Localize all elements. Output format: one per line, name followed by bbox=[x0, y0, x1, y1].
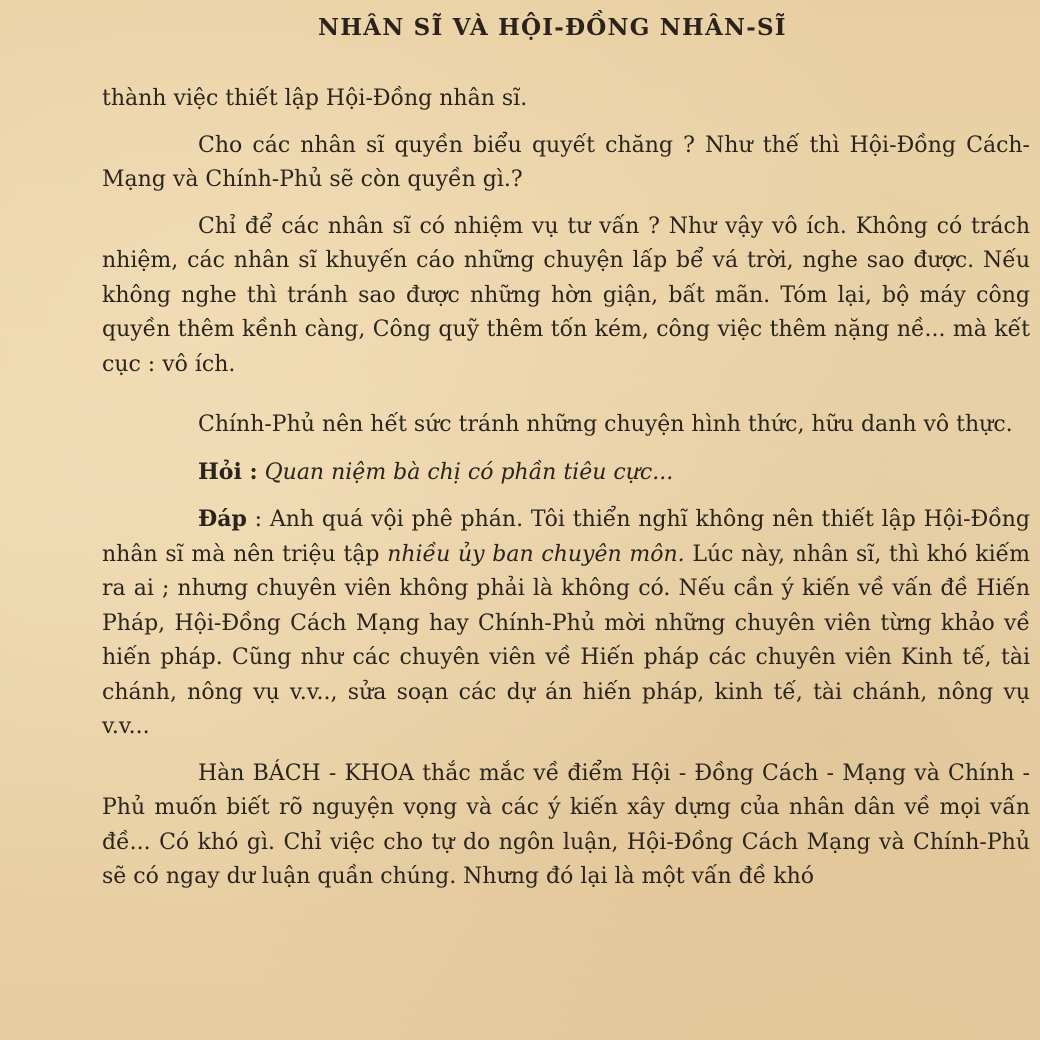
answer-text-b: Lúc này, nhân sĩ, thì khó kiếm ra ai ; nhưng chuyên viên không phải là không có. Nếu cần ý kiến về vấn đề Hiến Pháp, Hội-Đồng Cách Mạng hay Chính-Phủ mời những chuyên viên từng khảo về hiến pháp. Cũng như các chuyên viên về Hiến pháp các chuyên viên Kinh tế, tài chánh, nông vụ v.v.., sửa soạn các dự án hiến pháp, kinh tế, tài chánh, nông vụ v.v... bbox=[102, 541, 1030, 739]
paragraph-question bbox=[102, 455, 1030, 491]
paragraph-answer bbox=[102, 502, 1030, 745]
paragraph-3: Chỉ để các nhân sĩ có nhiệm vụ tư vấn ? Như vậy vô ích. Không có trách nhiệm, các nhân sĩ khuyến cáo những chuyện lấp bể vá trời, nghe sao được. Nếu không nghe thì tránh sao được những hờn giận, bất mãn. Tóm lại, bộ máy công quyền thêm kềnh càng, Công quỹ thêm tốn kém, công việc thêm nặng nề... mà kết cục : vô ích. bbox=[102, 213, 1030, 377]
question-label: Hỏi : bbox=[198, 458, 258, 485]
answer-text-italic: nhiều ủy ban chuyên môn. bbox=[387, 541, 685, 567]
running-header: NHÂN SĨ VÀ HỘI-ĐỒNG NHÂN-SĨ bbox=[318, 14, 787, 41]
answer-label: Đáp bbox=[198, 506, 247, 532]
paragraph-2: Cho các nhân sĩ quyền biểu quyết chăng ? Như thế thì Hội-Đồng Cách-Mạng và Chính-Phủ sẽ còn quyền gì.? bbox=[102, 132, 1030, 192]
paragraph-4: Chính-Phủ nên hết sức tránh những chuyện hình thức, hữu danh vô thực. bbox=[198, 412, 1013, 437]
body-text bbox=[102, 82, 1030, 895]
paragraph-7: Hàn BÁCH - KHOA thắc mắc về điểm Hội - Đồng Cách - Mạng và Chính - Phủ muốn biết rõ nguyện vọng và các ý kiến xây dựng của nhân dân về mọi vấn đề... Có khó gì. Chỉ việc cho tự do ngôn luận, Hội-Đồng Cách Mạng và Chính-Phủ sẽ có ngay dư luận quần chúng. Nhưng đó lại là một vấn đề khó bbox=[102, 760, 1030, 889]
answer-text-a: : Anh quá vội phê phán. Tôi thiển nghĩ không nên thiết lập Hội-Đồng nhân sĩ mà nên triệu tập bbox=[102, 507, 1030, 567]
paragraph-1: thành việc thiết lập Hội-Đồng nhân sĩ. bbox=[102, 86, 528, 111]
question-text: Quan niệm bà chị có phần tiêu cực... bbox=[264, 459, 674, 485]
